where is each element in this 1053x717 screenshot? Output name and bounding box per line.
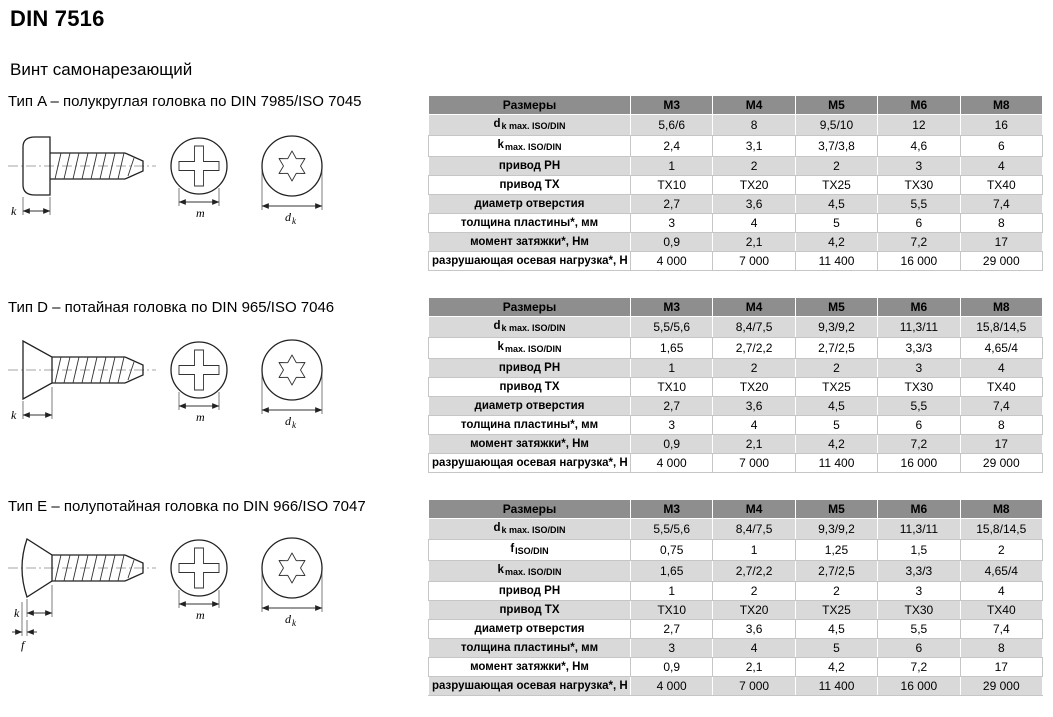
- dim-label-k: k: [14, 606, 20, 620]
- row-label: разрушающая осевая нагрузка*, Н: [429, 252, 631, 271]
- col-header-M4: M4: [713, 96, 795, 115]
- col-header-M4: M4: [713, 298, 795, 317]
- type-e-drawing: [4, 516, 422, 706]
- torx-recess-view: [262, 538, 322, 628]
- table-row: [429, 157, 1043, 176]
- cell-value: 2,7/2,2: [713, 338, 795, 359]
- table-row: [429, 176, 1043, 195]
- row-label: $k_{max. ISO/DIN}$: [429, 561, 631, 582]
- row-label: момент затяжки*, Нм: [429, 233, 631, 252]
- cell-value: 4,6: [878, 136, 960, 157]
- cell-value: TX40: [960, 601, 1042, 620]
- row-label: толщина пластины*, мм: [429, 416, 631, 435]
- cell-value: 16 000: [878, 677, 960, 696]
- cell-value: 8: [960, 639, 1042, 658]
- cell-value: 5,5: [878, 195, 960, 214]
- cell-value: 29 000: [960, 252, 1042, 271]
- row-label: диаметр отверстия: [429, 195, 631, 214]
- section-heading-type-d: Тип D – потайная головка по DIN 965/ISO 7046: [8, 299, 335, 316]
- cell-value: 2,7: [631, 620, 713, 639]
- phillips-recess-view: [171, 540, 227, 622]
- type-e-spec-table: [428, 499, 1043, 696]
- row-label: привод PH: [429, 359, 631, 378]
- table-row: [429, 359, 1043, 378]
- cell-value: TX20: [713, 176, 795, 195]
- cell-value: 29 000: [960, 454, 1042, 473]
- cell-value: 2: [795, 359, 877, 378]
- cell-value: 4,5: [795, 195, 877, 214]
- cell-value: 4: [713, 416, 795, 435]
- table-row: [429, 338, 1043, 359]
- cell-value: 5: [795, 416, 877, 435]
- cell-value: 12: [878, 115, 960, 136]
- cell-value: 3: [631, 214, 713, 233]
- table-row: [429, 639, 1043, 658]
- cell-value: TX10: [631, 176, 713, 195]
- dim-label-f: f: [21, 638, 25, 652]
- cell-value: 2,1: [713, 435, 795, 454]
- row-label: $f_{ISO/DIN}$: [429, 540, 631, 561]
- torx-recess-view: [262, 136, 322, 226]
- cell-value: 3,3/3: [878, 338, 960, 359]
- table-row: [429, 115, 1043, 136]
- screw-side-view: [8, 539, 156, 652]
- cell-value: 7,2: [878, 658, 960, 677]
- dim-label-dk-sub: k: [292, 216, 296, 226]
- cell-value: 7 000: [713, 677, 795, 696]
- table-row: [429, 252, 1043, 271]
- row-label: толщина пластины*, мм: [429, 214, 631, 233]
- cell-value: 2: [713, 359, 795, 378]
- cell-value: 0,9: [631, 233, 713, 252]
- cell-value: 11,3/11: [878, 519, 960, 540]
- cell-value: 9,5/10: [795, 115, 877, 136]
- cell-value: 4 000: [631, 454, 713, 473]
- phillips-recess-view: [171, 138, 227, 220]
- cell-value: 3,6: [713, 397, 795, 416]
- cell-value: 2: [713, 157, 795, 176]
- cell-value: 15,8/14,5: [960, 317, 1042, 338]
- row-label: $k_{max. ISO/DIN}$: [429, 136, 631, 157]
- table-header-row: [429, 500, 1043, 519]
- col-header-sizes: Размеры: [429, 500, 631, 519]
- cell-value: 17: [960, 233, 1042, 252]
- cell-value: TX20: [713, 378, 795, 397]
- cell-value: 4,65/4: [960, 561, 1042, 582]
- col-header-M3: M3: [631, 298, 713, 317]
- type-d-spec-table: [428, 297, 1043, 473]
- col-header-sizes: Размеры: [429, 96, 631, 115]
- table-row: [429, 317, 1043, 338]
- table-row: [429, 454, 1043, 473]
- cell-value: 1: [713, 540, 795, 561]
- cell-value: 3: [878, 359, 960, 378]
- page-subtitle: Винт самонарезающий: [10, 60, 193, 79]
- cell-value: 9,3/9,2: [795, 519, 877, 540]
- table-row: [429, 658, 1043, 677]
- dim-label-dk: d: [285, 414, 291, 428]
- table-row: [429, 416, 1043, 435]
- table-header-row: [429, 298, 1043, 317]
- cell-value: TX10: [631, 378, 713, 397]
- cell-value: 4: [713, 639, 795, 658]
- table-header-row: [429, 96, 1043, 115]
- cell-value: 11 400: [795, 252, 877, 271]
- cell-value: 4: [960, 359, 1042, 378]
- type-a-drawing: [4, 114, 422, 290]
- cell-value: 1,5: [878, 540, 960, 561]
- cell-value: 5,5/5,6: [631, 317, 713, 338]
- screw-side-view: [8, 341, 156, 422]
- row-label: $d_{k max. ISO/DIN}$: [429, 519, 631, 540]
- table-row: [429, 677, 1043, 696]
- cell-value: 7,4: [960, 397, 1042, 416]
- cell-value: 11,3/11: [878, 317, 960, 338]
- cell-value: 4: [960, 157, 1042, 176]
- cell-value: 4,5: [795, 620, 877, 639]
- cell-value: 15,8/14,5: [960, 519, 1042, 540]
- table-row: [429, 136, 1043, 157]
- cell-value: 3,1: [713, 136, 795, 157]
- row-label: диаметр отверстия: [429, 397, 631, 416]
- cell-value: TX30: [878, 601, 960, 620]
- cell-value: 2: [795, 582, 877, 601]
- row-label: толщина пластины*, мм: [429, 639, 631, 658]
- cell-value: 16 000: [878, 454, 960, 473]
- cell-value: 4,2: [795, 658, 877, 677]
- cell-value: 6: [878, 416, 960, 435]
- col-header-M8: M8: [960, 500, 1042, 519]
- row-label: момент затяжки*, Нм: [429, 435, 631, 454]
- cell-value: 3: [878, 157, 960, 176]
- cell-value: 16: [960, 115, 1042, 136]
- screw-side-view: [8, 137, 156, 218]
- col-header-M6: M6: [878, 96, 960, 115]
- cell-value: 2,7/2,5: [795, 561, 877, 582]
- type-a-spec-table: [428, 95, 1043, 271]
- cell-value: 0,9: [631, 658, 713, 677]
- table-row: [429, 397, 1043, 416]
- row-label: привод PH: [429, 582, 631, 601]
- col-header-M8: M8: [960, 298, 1042, 317]
- cell-value: 6: [878, 639, 960, 658]
- cell-value: 1,65: [631, 338, 713, 359]
- cell-value: 29 000: [960, 677, 1042, 696]
- cell-value: 5,5: [878, 620, 960, 639]
- dim-label-m: m: [196, 410, 205, 424]
- cell-value: 1: [631, 359, 713, 378]
- cell-value: 5: [795, 639, 877, 658]
- cell-value: 2: [713, 582, 795, 601]
- cell-value: 2: [795, 157, 877, 176]
- table-row: [429, 378, 1043, 397]
- row-label: разрушающая осевая нагрузка*, Н: [429, 454, 631, 473]
- table-row: [429, 540, 1043, 561]
- row-label: $d_{k max. ISO/DIN}$: [429, 317, 631, 338]
- table-row: [429, 195, 1043, 214]
- row-label: привод TX: [429, 176, 631, 195]
- dim-label-dk-sub: k: [292, 420, 296, 430]
- cell-value: 3,6: [713, 195, 795, 214]
- torx-recess-view: [262, 340, 322, 430]
- cell-value: 3: [631, 639, 713, 658]
- cell-value: 2,7: [631, 397, 713, 416]
- row-label: привод TX: [429, 601, 631, 620]
- cell-value: 9,3/9,2: [795, 317, 877, 338]
- dim-label-dk: d: [285, 612, 291, 626]
- cell-value: TX40: [960, 378, 1042, 397]
- cell-value: TX25: [795, 176, 877, 195]
- cell-value: 8: [960, 416, 1042, 435]
- cell-value: TX30: [878, 378, 960, 397]
- row-label: привод PH: [429, 157, 631, 176]
- cell-value: TX25: [795, 378, 877, 397]
- cell-value: 4: [960, 582, 1042, 601]
- row-label: привод TX: [429, 378, 631, 397]
- table-row: [429, 620, 1043, 639]
- dim-label-dk: d: [285, 210, 291, 224]
- table-row: [429, 601, 1043, 620]
- cell-value: 2,1: [713, 233, 795, 252]
- cell-value: 4,2: [795, 435, 877, 454]
- col-header-M5: M5: [795, 500, 877, 519]
- cell-value: 1,25: [795, 540, 877, 561]
- row-label: $k_{max. ISO/DIN}$: [429, 338, 631, 359]
- row-label: момент затяжки*, Нм: [429, 658, 631, 677]
- cell-value: 1: [631, 582, 713, 601]
- table-row: [429, 214, 1043, 233]
- table-row: [429, 233, 1043, 252]
- row-label: $d_{k max. ISO/DIN}$: [429, 115, 631, 136]
- col-header-M3: M3: [631, 500, 713, 519]
- cell-value: 7,4: [960, 620, 1042, 639]
- cell-value: 3,6: [713, 620, 795, 639]
- cell-value: 5,6/6: [631, 115, 713, 136]
- cell-value: 2,7/2,5: [795, 338, 877, 359]
- col-header-M5: M5: [795, 298, 877, 317]
- cell-value: 8: [713, 115, 795, 136]
- cell-value: 3: [878, 582, 960, 601]
- cell-value: 11 400: [795, 677, 877, 696]
- cell-value: 3,7/3,8: [795, 136, 877, 157]
- col-header-M8: M8: [960, 96, 1042, 115]
- row-label: разрушающая осевая нагрузка*, Н: [429, 677, 631, 696]
- cell-value: 3,3/3: [878, 561, 960, 582]
- col-header-M6: M6: [878, 298, 960, 317]
- row-label: диаметр отверстия: [429, 620, 631, 639]
- section-heading-type-e: Тип E – полупотайная головка по DIN 966/ISO 7047: [8, 498, 366, 515]
- cell-value: 5: [795, 214, 877, 233]
- cell-value: 17: [960, 658, 1042, 677]
- cell-value: TX30: [878, 176, 960, 195]
- cell-value: 4,2: [795, 233, 877, 252]
- page-title: DIN 7516: [10, 6, 105, 31]
- type-d-drawing: [4, 318, 422, 494]
- section-heading-type-a: Тип A – полукруглая головка по DIN 7985/ISO 7045: [8, 93, 362, 110]
- col-header-M5: M5: [795, 96, 877, 115]
- cell-value: 16 000: [878, 252, 960, 271]
- cell-value: 3: [631, 416, 713, 435]
- cell-value: 1: [631, 157, 713, 176]
- cell-value: 7,2: [878, 233, 960, 252]
- cell-value: 2: [960, 540, 1042, 561]
- cell-value: 4 000: [631, 252, 713, 271]
- cell-value: 0,75: [631, 540, 713, 561]
- cell-value: 5,5/5,6: [631, 519, 713, 540]
- cell-value: 2,7/2,2: [713, 561, 795, 582]
- dim-label-dk-sub: k: [292, 618, 296, 628]
- cell-value: 17: [960, 435, 1042, 454]
- cell-value: 4: [713, 214, 795, 233]
- cell-value: TX25: [795, 601, 877, 620]
- cell-value: 7,4: [960, 195, 1042, 214]
- cell-value: 6: [878, 214, 960, 233]
- cell-value: 7,2: [878, 435, 960, 454]
- col-header-M6: M6: [878, 500, 960, 519]
- cell-value: 6: [960, 136, 1042, 157]
- dim-label-k: k: [11, 204, 17, 218]
- cell-value: 7 000: [713, 454, 795, 473]
- cell-value: 4 000: [631, 677, 713, 696]
- phillips-recess-view: [171, 342, 227, 424]
- dim-label-k: k: [11, 408, 17, 422]
- cell-value: 2,7: [631, 195, 713, 214]
- cell-value: TX10: [631, 601, 713, 620]
- table-row: [429, 582, 1043, 601]
- cell-value: 7 000: [713, 252, 795, 271]
- table-row: [429, 561, 1043, 582]
- cell-value: 4,5: [795, 397, 877, 416]
- table-row: [429, 435, 1043, 454]
- cell-value: 8: [960, 214, 1042, 233]
- dim-label-m: m: [196, 206, 205, 220]
- cell-value: 0,9: [631, 435, 713, 454]
- cell-value: 8,4/7,5: [713, 519, 795, 540]
- cell-value: TX40: [960, 176, 1042, 195]
- table-row: [429, 519, 1043, 540]
- col-header-M3: M3: [631, 96, 713, 115]
- cell-value: 4,65/4: [960, 338, 1042, 359]
- col-header-M4: M4: [713, 500, 795, 519]
- cell-value: 8,4/7,5: [713, 317, 795, 338]
- dim-label-m: m: [196, 608, 205, 622]
- cell-value: TX20: [713, 601, 795, 620]
- cell-value: 1,65: [631, 561, 713, 582]
- cell-value: 11 400: [795, 454, 877, 473]
- cell-value: 2,1: [713, 658, 795, 677]
- cell-value: 2,4: [631, 136, 713, 157]
- cell-value: 5,5: [878, 397, 960, 416]
- col-header-sizes: Размеры: [429, 298, 631, 317]
